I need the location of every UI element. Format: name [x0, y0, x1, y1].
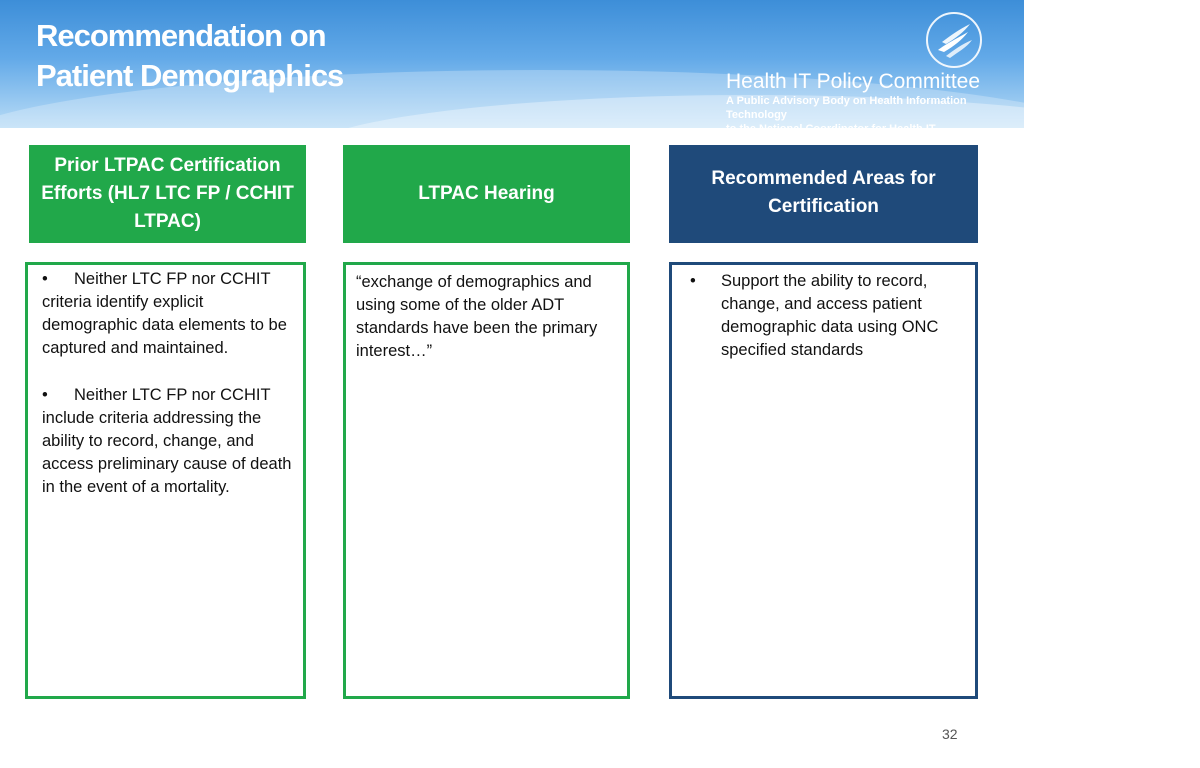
slide-title	[36, 16, 343, 96]
title-line-2: Patient Demographics	[36, 58, 344, 93]
column-header-recommended-areas: Recommended Areas for Certification	[669, 145, 978, 243]
org-subtitle-1: A Public Advisory Body on Health Information Technology	[726, 95, 967, 121]
bullet-item	[42, 268, 293, 360]
bullet-icon: •	[690, 272, 696, 290]
title-line-1: Recommendation on	[36, 18, 326, 53]
bullet-item	[684, 270, 963, 362]
org-subtitle-2: to the National Coordinator for Health IT	[726, 123, 936, 135]
bullet-text: Neither LTC FP nor CCHIT criteria identify explicit demographic data elements to be captured and maintained.	[42, 270, 287, 357]
bullet-icon: •	[42, 270, 48, 288]
column-body-prior-efforts	[25, 262, 306, 699]
column-header-prior-efforts: Prior LTPAC Certification Efforts (HL7 LTC FP / CCHIT LTPAC)	[29, 145, 306, 243]
hearing-quote: “exchange of demographics and using some of the older ADT standards have been the primary interest…”	[356, 273, 598, 360]
bullet-text: Support the ability to record, change, and access patient demographic data using ONC specified standards	[721, 272, 939, 359]
bullet-icon: •	[42, 386, 48, 404]
column-body-ltpac-hearing	[343, 262, 630, 699]
column-body-recommended-areas	[669, 262, 978, 699]
column-header-ltpac-hearing: LTPAC Hearing	[343, 145, 630, 243]
org-name: Health IT Policy Committee	[726, 70, 981, 93]
bullet-item	[42, 384, 293, 499]
slide-header	[0, 0, 1024, 135]
org-branding	[726, 70, 1024, 136]
bullet-text: Neither LTC FP nor CCHIT include criteria addressing the ability to record, change, and access preliminary cause of death in the event of a mortality.	[42, 386, 292, 496]
page-number: 32	[942, 726, 958, 742]
hhs-eagle-icon	[924, 10, 984, 70]
